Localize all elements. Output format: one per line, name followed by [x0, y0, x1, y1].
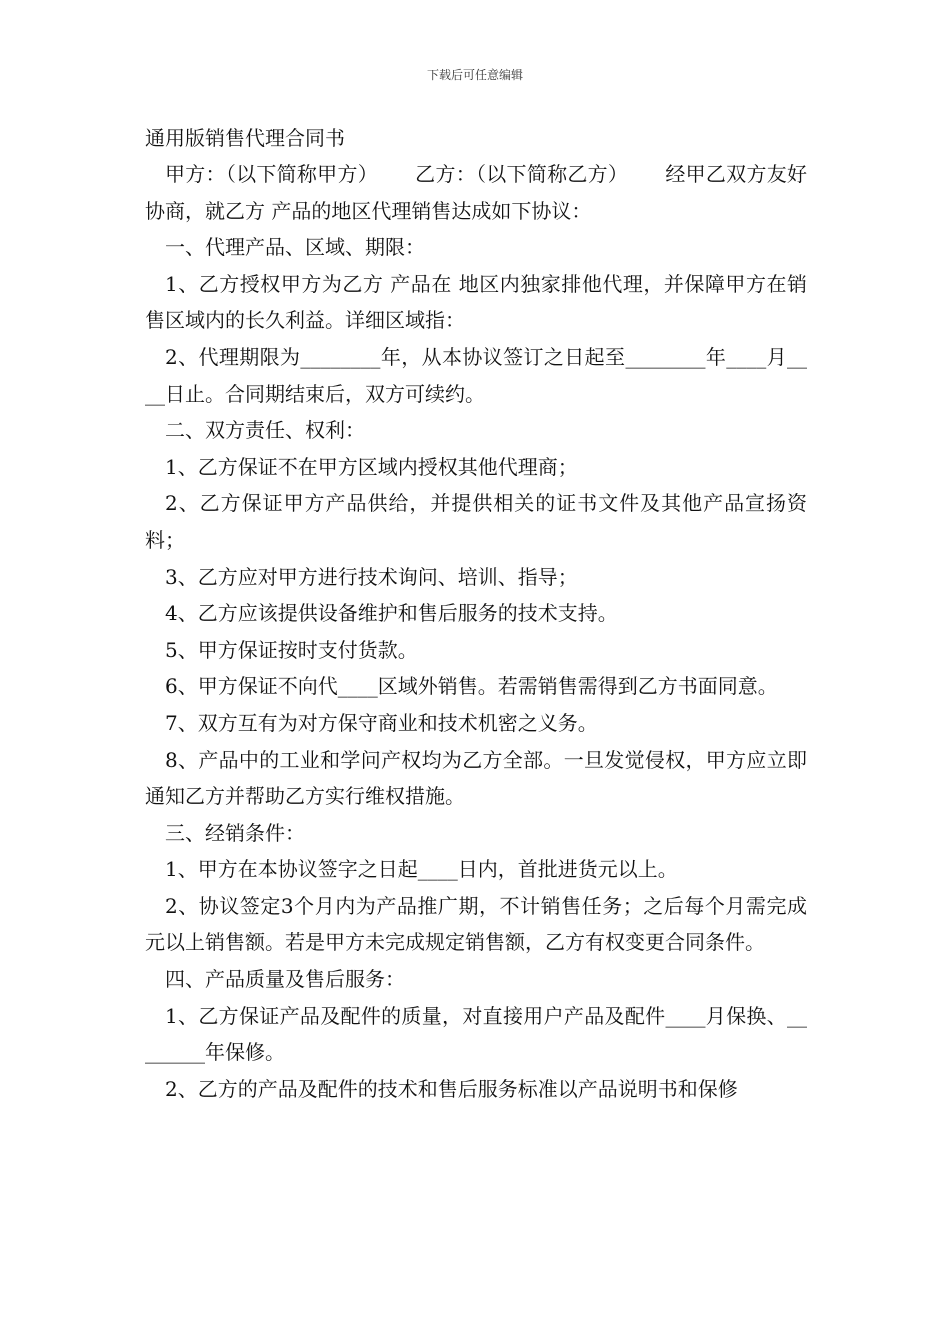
clause-2-6: 6、甲方保证不向代____区域外销售。若需销售需得到乙方书面同意。 [165, 674, 778, 699]
clause-2-8: 8、产品中的工业和学问产权均为乙方全部。一旦发觉侵权，甲方应立即通知乙方并帮助乙方实行维权措施。 [145, 747, 807, 809]
section-heading-4: 四、产品质量及售后服务： [165, 967, 405, 992]
clause-1-1: 1、乙方授权甲方为乙方 产品在 地区内独家排他代理，并保障甲方在销售区域内的长久利益。详细区域指： [145, 271, 807, 333]
clause-1-2: 2、代理期限为________年，从本协议签订之日起至________年____月____日止。合同期结束后，双方可续约。 [145, 344, 807, 406]
clause-4-2: 2、乙方的产品及配件的技术和售后服务标准以产品说明书和保修 [165, 1076, 738, 1101]
clause-2-3: 3、乙方应对甲方进行技术询问、培训、指导； [165, 564, 578, 589]
clause-2-1: 1、乙方保证不在甲方区域内授权其他代理商； [165, 454, 578, 479]
clause-4-1: 1、乙方保证产品及配件的质量，对直接用户产品及配件____月保换、________年保修。 [145, 1003, 807, 1065]
clause-3-2: 2、协议签定3个月内为产品推广期，不计销售任务；之后每个月需完成元以上销售额。若是甲方未完成规定销售额，乙方有权变更合同条件。 [145, 893, 807, 955]
clause-2-7: 7、双方互有为对方保守商业和技术机密之义务。 [165, 710, 598, 735]
clause-3-1: 1、甲方在本协议签字之日起____日内，首批进货元以上。 [165, 857, 678, 882]
paragraph-parties: 甲方：（以下简称甲方） 乙方：（以下简称乙方） 经甲乙双方友好协商，就乙方 产品的地区代理销售达成如下协议： [145, 162, 807, 223]
document-title: 通用版销售代理合同书 [145, 126, 345, 150]
header-note: 下载后可任意编辑 [426, 68, 523, 82]
section-heading-1: 一、代理产品、区域、期限： [165, 235, 425, 260]
section-heading-3: 三、经销条件： [165, 820, 305, 845]
clause-2-5: 5、甲方保证按时支付货款。 [165, 637, 418, 662]
document-body [145, 120, 807, 1107]
clause-2-2: 2、乙方保证甲方产品供给，并提供相关的证书文件及其他产品宣扬资料； [145, 491, 807, 552]
section-heading-2: 二、双方责任、权利： [165, 418, 365, 443]
clause-2-4: 4、乙方应该提供设备维护和售后服务的技术支持。 [165, 601, 618, 626]
